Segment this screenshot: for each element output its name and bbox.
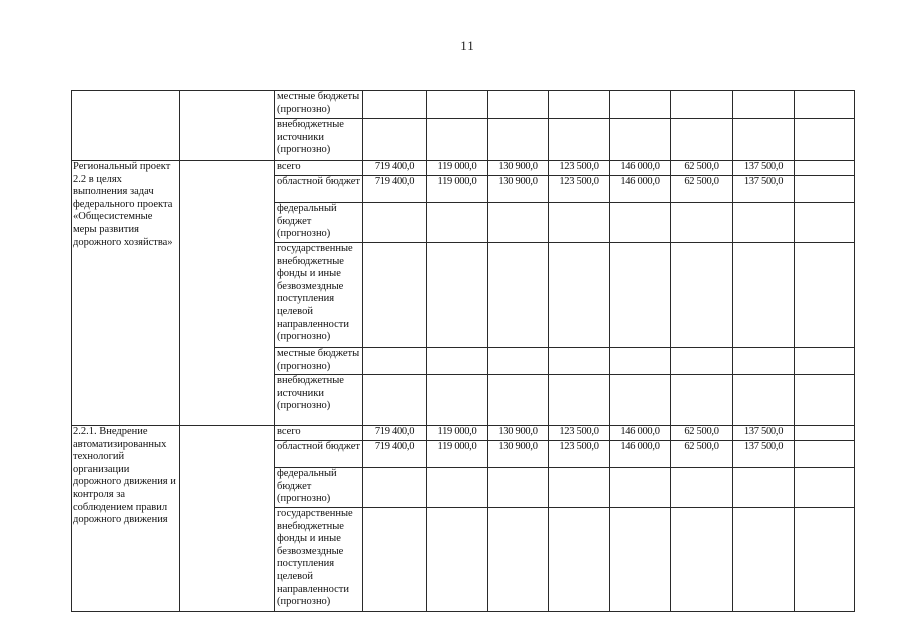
value-cell bbox=[795, 91, 855, 119]
value-cell bbox=[549, 119, 610, 161]
value-cell bbox=[363, 119, 427, 161]
value-cell bbox=[733, 348, 795, 375]
value-cell bbox=[610, 119, 671, 161]
value-cell bbox=[795, 348, 855, 375]
value-cell: 62 500,0 bbox=[671, 176, 733, 203]
value-cell: 119 000,0 bbox=[427, 441, 488, 468]
value-cell: 137 500,0 bbox=[733, 176, 795, 203]
value-cell bbox=[610, 468, 671, 508]
value-cell bbox=[795, 426, 855, 441]
value-cell bbox=[427, 348, 488, 375]
value-cell: 146 000,0 bbox=[610, 441, 671, 468]
value-cell bbox=[671, 203, 733, 243]
source-cell: внебюджетные источники (прогнозно) bbox=[275, 375, 363, 426]
source-cell: областной бюджет bbox=[275, 176, 363, 203]
value-cell bbox=[427, 203, 488, 243]
value-cell bbox=[610, 203, 671, 243]
source-cell: местные бюджеты (прогнозно) bbox=[275, 91, 363, 119]
value-cell bbox=[795, 161, 855, 176]
value-cell bbox=[671, 348, 733, 375]
source-cell: всего bbox=[275, 161, 363, 176]
value-cell: 123 500,0 bbox=[549, 441, 610, 468]
value-cell bbox=[427, 243, 488, 348]
project-name-cell: Региональный проект 2.2 в целях выполнения задач федерального проекта «Общесистемные меры развития дорожного хозяйства» bbox=[72, 161, 180, 426]
source-cell: федеральный бюджет (прогнозно) bbox=[275, 468, 363, 508]
source-cell: федеральный бюджет (прогнозно) bbox=[275, 203, 363, 243]
value-cell bbox=[733, 91, 795, 119]
value-cell bbox=[549, 348, 610, 375]
value-cell bbox=[488, 375, 549, 426]
value-cell bbox=[363, 508, 427, 612]
value-cell bbox=[733, 203, 795, 243]
value-cell: 123 500,0 bbox=[549, 161, 610, 176]
page-number: 11 bbox=[460, 38, 475, 53]
value-cell: 130 900,0 bbox=[488, 176, 549, 203]
value-cell bbox=[363, 91, 427, 119]
value-cell bbox=[549, 243, 610, 348]
value-cell bbox=[488, 348, 549, 375]
value-cell bbox=[795, 119, 855, 161]
value-cell: 719 400,0 bbox=[363, 161, 427, 176]
source-cell: государственные внебюджетные фонды и иные безвозмездные поступления целевой направленности (прогнозно) bbox=[275, 243, 363, 348]
value-cell: 719 400,0 bbox=[363, 176, 427, 203]
value-cell: 146 000,0 bbox=[610, 176, 671, 203]
value-cell bbox=[363, 468, 427, 508]
value-cell bbox=[488, 468, 549, 508]
value-cell bbox=[610, 508, 671, 612]
value-cell bbox=[795, 468, 855, 508]
value-cell: 146 000,0 bbox=[610, 426, 671, 441]
value-cell bbox=[671, 468, 733, 508]
value-cell bbox=[488, 508, 549, 612]
value-cell bbox=[795, 508, 855, 612]
source-cell: областной бюджет bbox=[275, 441, 363, 468]
value-cell: 119 000,0 bbox=[427, 176, 488, 203]
value-cell bbox=[733, 119, 795, 161]
value-cell bbox=[795, 441, 855, 468]
value-cell bbox=[363, 348, 427, 375]
value-cell bbox=[427, 468, 488, 508]
value-cell bbox=[363, 375, 427, 426]
value-cell bbox=[733, 375, 795, 426]
value-cell bbox=[549, 91, 610, 119]
value-cell bbox=[671, 375, 733, 426]
value-cell bbox=[549, 508, 610, 612]
value-cell: 119 000,0 bbox=[427, 161, 488, 176]
value-cell: 137 500,0 bbox=[733, 441, 795, 468]
value-cell bbox=[427, 119, 488, 161]
value-cell: 130 900,0 bbox=[488, 161, 549, 176]
table-row bbox=[72, 426, 855, 441]
value-cell bbox=[488, 119, 549, 161]
event-name-cell: 2.2.1. Внедрение автоматизированных технологий организации дорожного движения и контроля за соблюдением правил дорожного движения bbox=[72, 426, 180, 612]
value-cell: 146 000,0 bbox=[610, 161, 671, 176]
executor-cell bbox=[180, 161, 275, 426]
value-cell bbox=[733, 243, 795, 348]
value-cell bbox=[488, 243, 549, 348]
table-row bbox=[72, 161, 855, 176]
value-cell bbox=[610, 375, 671, 426]
source-cell: внебюджетные источники (прогнозно) bbox=[275, 119, 363, 161]
value-cell bbox=[671, 243, 733, 348]
value-cell bbox=[795, 203, 855, 243]
value-cell bbox=[610, 348, 671, 375]
value-cell: 719 400,0 bbox=[363, 441, 427, 468]
table-row bbox=[72, 91, 855, 119]
value-cell: 719 400,0 bbox=[363, 426, 427, 441]
value-cell bbox=[427, 508, 488, 612]
value-cell bbox=[549, 203, 610, 243]
value-cell bbox=[363, 203, 427, 243]
value-cell bbox=[733, 508, 795, 612]
value-cell bbox=[549, 375, 610, 426]
executor-cell-empty bbox=[180, 91, 275, 161]
value-cell: 123 500,0 bbox=[549, 426, 610, 441]
value-cell: 62 500,0 bbox=[671, 441, 733, 468]
value-cell: 130 900,0 bbox=[488, 441, 549, 468]
value-cell: 119 000,0 bbox=[427, 426, 488, 441]
value-cell: 137 500,0 bbox=[733, 426, 795, 441]
name-cell-empty bbox=[72, 91, 180, 161]
source-cell: всего bbox=[275, 426, 363, 441]
value-cell bbox=[795, 176, 855, 203]
value-cell bbox=[549, 468, 610, 508]
value-cell bbox=[488, 91, 549, 119]
value-cell bbox=[795, 375, 855, 426]
value-cell bbox=[671, 508, 733, 612]
value-cell bbox=[671, 91, 733, 119]
value-cell bbox=[427, 91, 488, 119]
value-cell: 137 500,0 bbox=[733, 161, 795, 176]
value-cell bbox=[363, 243, 427, 348]
value-cell bbox=[733, 468, 795, 508]
value-cell bbox=[671, 119, 733, 161]
source-cell: государственные внебюджетные фонды и иные безвозмездные поступления целевой направленности (прогнозно) bbox=[275, 508, 363, 612]
executor-cell bbox=[180, 426, 275, 612]
value-cell bbox=[488, 203, 549, 243]
value-cell: 62 500,0 bbox=[671, 426, 733, 441]
value-cell bbox=[610, 91, 671, 119]
value-cell bbox=[427, 375, 488, 426]
source-cell: местные бюджеты (прогнозно) bbox=[275, 348, 363, 375]
value-cell: 130 900,0 bbox=[488, 426, 549, 441]
budget-table bbox=[71, 90, 855, 612]
value-cell bbox=[610, 243, 671, 348]
value-cell bbox=[795, 243, 855, 348]
value-cell: 123 500,0 bbox=[549, 176, 610, 203]
value-cell: 62 500,0 bbox=[671, 161, 733, 176]
